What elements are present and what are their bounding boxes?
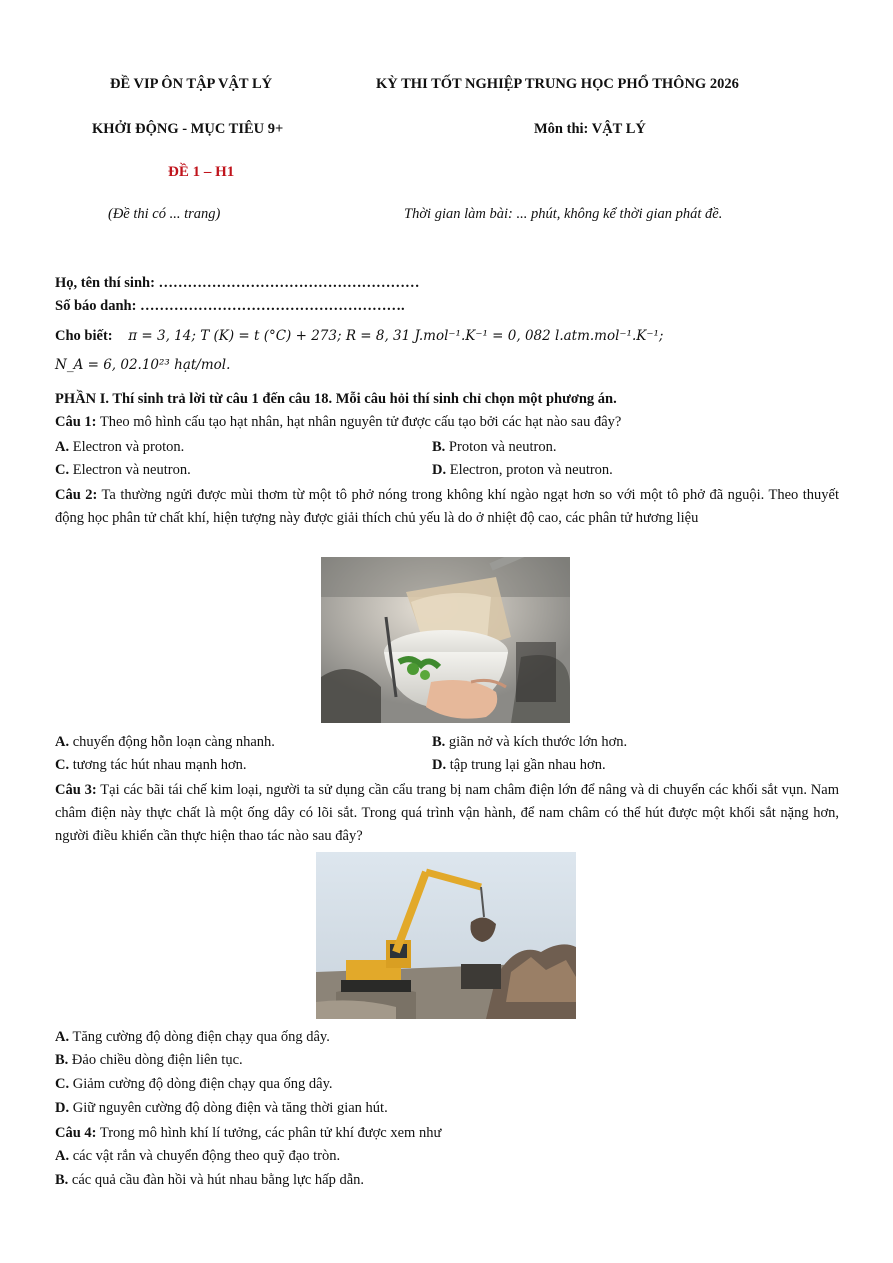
exam-series-title: ĐỀ VIP ÔN TẬP VẬT LÝ xyxy=(110,76,273,92)
crane-photo xyxy=(316,852,576,1019)
question-1-option-a[interactable]: A. Electron và proton. xyxy=(55,439,185,455)
candidate-name-line: Họ, tên thí sinh: ……………………………………………… xyxy=(55,275,420,291)
question-1-option-d[interactable]: D. Electron, proton và neutron. xyxy=(432,462,613,478)
exam-code: ĐỀ 1 – H1 xyxy=(168,164,235,180)
question-1-text: Theo mô hình cấu tạo hạt nhân, hạt nhân nguyên tử được cấu tạo bởi các hạt nào sau đây? xyxy=(96,414,622,430)
question-2-option-a[interactable]: A. chuyển động hỗn loạn càng nhanh. xyxy=(55,734,275,750)
question-2-text: Ta thường ngửi được mùi thơm từ một tô phở nóng trong không khí ngào ngạt hơn so với một tô phở đã nguội. Theo thuyết động học phân tử chất khí, hiện tượng này được giải thích chủ yếu là do ở nhiệt độ cao, các phân tử hương liệu xyxy=(55,487,839,526)
question-4-label: Câu 4: xyxy=(55,1125,97,1141)
question-1-option-c[interactable]: C. Electron và neutron. xyxy=(55,462,191,478)
question-4-text: Trong mô hình khí lí tưởng, các phân tử khí được xem như xyxy=(96,1125,442,1141)
question-4-stem xyxy=(55,1125,441,1142)
pages-note: (Đề thi có ... trang) xyxy=(108,206,221,222)
question-3-option-c[interactable]: C. Giảm cường độ dòng điện chạy qua ống dây. xyxy=(55,1076,333,1092)
section-1-heading: PHẦN I. Thí sinh trả lời từ câu 1 đến câu 18. Mỗi câu hỏi thí sinh chỉ chọn một phương án. xyxy=(55,391,617,407)
question-3-label: Câu 3: xyxy=(55,782,97,798)
candidate-id-line: Số báo danh: ………………………………………………. xyxy=(55,298,405,314)
pho-bowl-photo xyxy=(321,557,570,723)
avogadro-constant: N_A = 6, 02.10²³ hạt/mol. xyxy=(55,357,231,373)
question-3-option-d[interactable]: D. Giữ nguyên cường độ dòng điện và tăng thời gian hút. xyxy=(55,1100,388,1116)
question-1-stem xyxy=(55,414,621,431)
question-3-option-a[interactable]: A. Tăng cường độ dòng điện chạy qua ống dây. xyxy=(55,1029,330,1045)
exam-name-title: KỲ THI TỐT NGHIỆP TRUNG HỌC PHỔ THÔNG 2026 xyxy=(376,76,739,92)
question-1-option-b[interactable]: B. Proton và neutron. xyxy=(432,439,557,455)
given-formulas: π = 3, 14; T (K) = t (°C) + 273; R = 8, 31 J.mol⁻¹.K⁻¹ = 0, 082 l.atm.mol⁻¹.K⁻¹; xyxy=(128,328,664,344)
question-2-option-d[interactable]: D. tập trung lại gần nhau hơn. xyxy=(432,757,606,773)
exam-subtitle: KHỞI ĐỘNG - MỤC TIÊU 9+ xyxy=(92,121,284,137)
question-3-stem xyxy=(55,779,839,848)
question-2-option-b[interactable]: B. giãn nở và kích thước lớn hơn. xyxy=(432,734,628,750)
question-3-text: Tại các bãi tái chế kim loại, người ta sử dụng cần cẩu trang bị nam châm điện lớn để nâng và di chuyển các khối sắt vụn. Nam châm điện này thực chất là một ống dây có lõi sắt. Trong quá trình vận hành, để nam châm có thể hút được một khối sắt nặng hơn, người điều khiển cần thực hiện thao tác nào sau đây? xyxy=(55,782,839,844)
time-note: Thời gian làm bài: ... phút, không kể thời gian phát đề. xyxy=(404,206,723,222)
given-constants-line1 xyxy=(55,328,663,345)
given-label: Cho biết: xyxy=(55,328,113,344)
question-2-option-c[interactable]: C. tương tác hút nhau mạnh hơn. xyxy=(55,757,247,773)
question-4-option-a[interactable]: A. các vật rắn và chuyển động theo quỹ đạo tròn. xyxy=(55,1148,341,1164)
subject-label: Môn thi: VẬT LÝ xyxy=(534,121,646,137)
question-2-label: Câu 2: xyxy=(55,487,98,503)
question-2-stem xyxy=(55,484,839,530)
question-4-option-b[interactable]: B. các quả cầu đàn hồi và hút nhau bằng lực hấp dẫn. xyxy=(55,1172,365,1188)
question-1-label: Câu 1: xyxy=(55,414,97,430)
question-3-option-b[interactable]: B. Đảo chiều dòng điện liên tục. xyxy=(55,1052,243,1068)
